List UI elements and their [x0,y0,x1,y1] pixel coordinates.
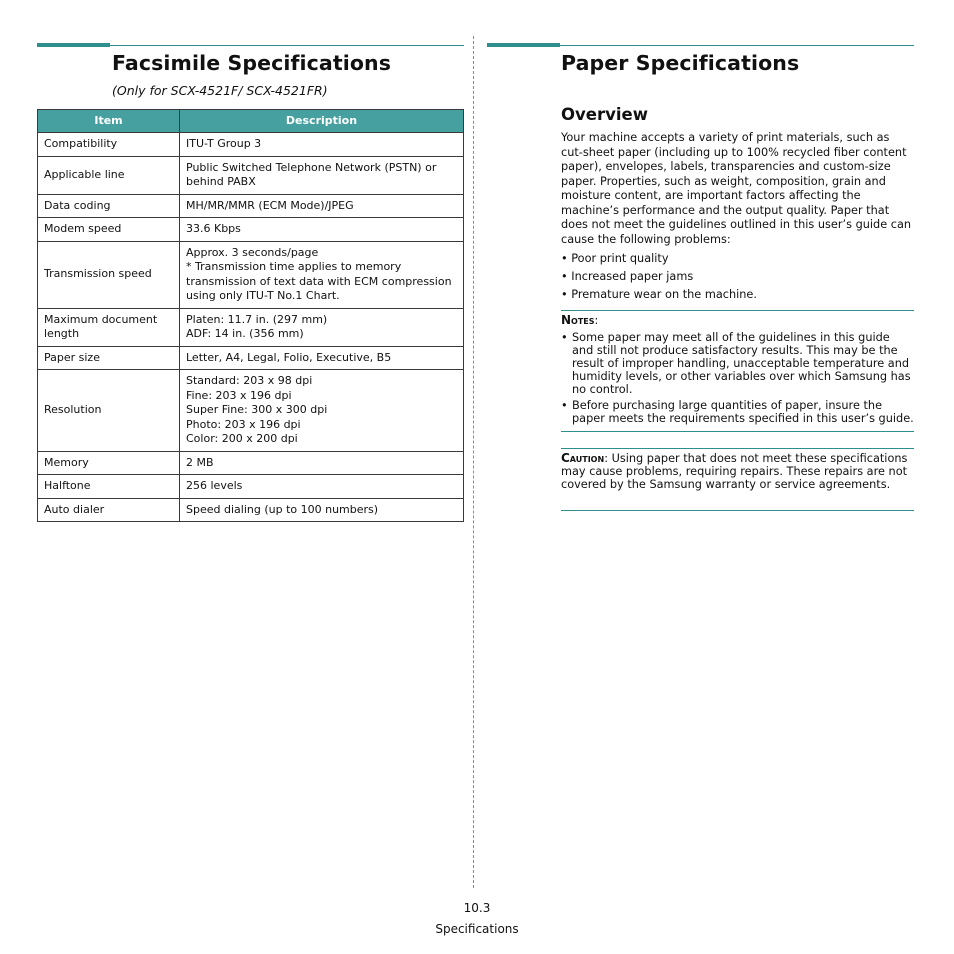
spec-item-cell: Halftone [38,475,180,499]
notes-bottom-rule [561,431,914,432]
table-row [38,370,464,452]
spec-item-cell: Modem speed [38,218,180,242]
list-item: • Premature wear on the machine. [561,286,757,304]
spec-item-cell: Applicable line [38,156,180,194]
column-header-item: Item [38,110,180,133]
spec-description-cell: Standard: 203 x 98 dpi Fine: 203 x 196 dpi Super Fine: 300 x 300 dpi Photo: 203 x 196 dpi Color: 200 x 200 dpi [180,370,464,452]
spec-description-cell: Public Switched Telephone Network (PSTN) or behind PABX [180,156,464,194]
list-item: • Poor print quality [561,250,757,268]
spec-description-cell: Speed dialing (up to 100 numbers) [180,498,464,522]
caution-bottom-rule [561,510,914,511]
spec-description-cell: ITU-T Group 3 [180,133,464,157]
notes-top-rule [561,310,914,311]
left-title-rule [110,45,464,46]
table-row [38,451,464,475]
spec-item-cell: Resolution [38,370,180,452]
spec-description-cell: Letter, A4, Legal, Folio, Executive, B5 [180,346,464,370]
table-row [38,475,464,499]
list-item: • Before purchasing large quantities of paper, insure the paper meets the requirements specified in this user’s guide. [561,399,914,425]
spec-item-cell: Transmission speed [38,241,180,308]
notes-heading: Notes: [561,313,599,327]
paper-specifications-title: Paper Specifications [561,51,800,75]
table-body [38,133,464,522]
table-row [38,156,464,194]
overview-heading: Overview [561,105,648,124]
table-row [38,133,464,157]
spec-description-cell: 2 MB [180,451,464,475]
table-row [38,218,464,242]
table-row [38,308,464,346]
right-title-accent-bar [487,43,560,47]
spec-description-cell: Approx. 3 seconds/page * Transmission time applies to memory transmission of text data with ECM compression using only ITU-T No.1 Chart. [180,241,464,308]
list-item: • Increased paper jams [561,268,757,286]
overview-paragraph: Your machine accepts a variety of print materials, such as cut-sheet paper (including up to 100% recycled fiber content paper), envelopes, labels, transparencies and custom-size paper. Properties, such as weight, composition, grain and moisture content, are important factors affecting the machine’s performance and the output quality. Paper that does not meet the guidelines outlined in this user’s guide can cause the following problems: [561,131,912,246]
table-row [38,241,464,308]
right-title-rule [560,45,914,46]
caution-top-rule [561,448,914,449]
notes-list [561,331,914,428]
spec-item-cell: Paper size [38,346,180,370]
footer-section-name: Specifications [435,922,519,936]
model-note-subtitle: (Only for SCX-4521F/ SCX-4521FR) [112,83,328,98]
spec-item-cell: Auto dialer [38,498,180,522]
facsimile-spec-table [37,109,464,522]
spec-description-cell: MH/MR/MMR (ECM Mode)/JPEG [180,194,464,218]
spec-item-cell: Compatibility [38,133,180,157]
caution-text: : Using paper that does not meet these specifications may cause problems, requiring repairs. These repairs are not covered by the Samsung warranty or service agreements. [561,452,908,491]
left-title-accent-bar [37,43,110,47]
problems-list [561,250,757,304]
notes-label: Notes [561,313,595,327]
table-row [38,194,464,218]
table-row [38,346,464,370]
page-number: 10.3 [463,901,491,915]
caution-block [561,452,914,491]
column-header-description: Description [180,110,464,133]
caution-label: Caution [561,451,605,465]
list-item: • Some paper may meet all of the guidelines in this guide and still not produce satisfactory results. This may be the result of improper handling, unacceptable temperature and humidity levels, or other variables over which Samsung has no control. [561,331,914,396]
spec-description-cell: 256 levels [180,475,464,499]
spec-item-cell: Data coding [38,194,180,218]
spec-item-cell: Maximum document length [38,308,180,346]
facsimile-specifications-title: Facsimile Specifications [112,51,392,75]
table-header-row [38,110,464,133]
spec-description-cell: 33.6 Kbps [180,218,464,242]
table-row [38,498,464,522]
column-divider [473,36,474,888]
spec-description-cell: Platen: 11.7 in. (297 mm) ADF: 14 in. (356 mm) [180,308,464,346]
spec-item-cell: Memory [38,451,180,475]
